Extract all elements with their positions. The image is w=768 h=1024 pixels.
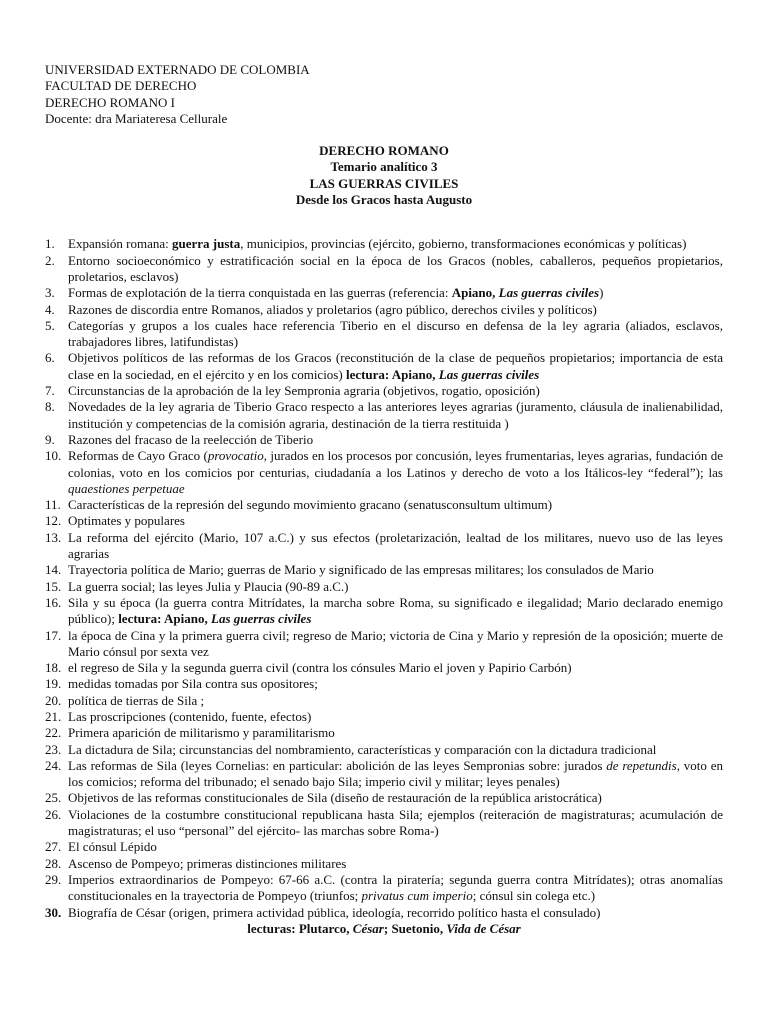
course-name: DERECHO ROMANO I [45,94,175,110]
topic-item [45,856,723,872]
readings-line [45,921,723,937]
bold-italic-text [499,285,599,300]
text-segment: , jurados en los procesos por concusión, leyes frumentarias, leyes agrarias, fundación de colonias, voto en los comicios por centurias, ciudadanía a los Latinos y derecho de voto a los Itálicos-ley “federal”); las [68,448,723,480]
topic-number: 12. [45,513,62,529]
text-segment: Formas de explotación de la tierra conquistada en las guerras (referencia: [68,285,452,301]
title-block [45,143,723,208]
topic-item [45,758,723,791]
text-segment: La guerra social; las leyes Julia y Plaucia (90-89 a.C.) [68,578,349,594]
topic-text [68,530,723,563]
topic-item [45,709,723,725]
topic-number: 16. [45,594,62,610]
university-name: UNIVERSIDAD EXTERNADO DE COLOMBIA [45,62,310,77]
italic-text: quaestiones perpetuae [68,480,185,496]
topic-item [45,693,723,709]
topic-item [45,676,723,692]
text-segment: La dictadura de Sila; circunstancias del nombramiento, características y comparación con la dictadura tradicional [68,741,657,757]
topic-item [45,579,723,595]
topic-number: 29. [45,871,62,887]
text-segment: Objetivos de las reformas constitucionales de Sila (diseño de restauración de la república aristocrática) [68,790,602,806]
text-segment: el regreso de Sila y la segunda guerra civil (contra los cónsules Mario el joven y Papirio Carbón) [68,660,572,676]
course-title: DERECHO ROMANO [319,143,449,159]
topic-text [68,693,723,709]
topic-number: 4. [45,301,55,317]
text-segment: Razones de discordia entre Romanos, aliados y proletarios (agro público, derechos civiles y políticos) [68,301,597,317]
topic-text [68,872,723,905]
topic-text [68,709,723,725]
reading-text: ; Suetonio, [383,920,447,936]
topic-item [45,350,723,383]
topic-item [45,807,723,840]
topic-text [68,383,723,399]
topic-item [45,448,723,497]
topic-item [45,236,723,252]
topic-text [68,676,723,692]
topic-number: 2. [45,252,55,268]
topic-subtitle: Desde los Gracos hasta Augusto [295,192,473,208]
topic-text [68,448,723,497]
text-segment: ) [599,285,604,301]
topic-number: 19. [45,676,62,692]
emphasis-text: Las guerras civiles [438,366,540,382]
topic-item [45,285,723,301]
topic-number: 20. [45,692,62,708]
text-segment: Objetivos políticos de las reformas de los Gracos (reconstitución de la clase de pequeños propietarios; importancia de esta clase en la sociedad, en el ejército y en los comicios) [68,350,723,382]
topic-item [45,432,723,448]
topic-text [68,839,723,855]
text-segment: Las reformas de Sila (leyes Cornelias: en particular: abolición de las leyes Sempronias sobre: jurados [68,757,607,773]
text-segment: Reformas de Cayo Graco ( [68,448,208,464]
topic-number: 22. [45,725,62,741]
instructor-name: Docente: dra Mariateresa Cellurale [45,110,228,126]
topic-item [45,253,723,286]
topic-text [68,399,723,432]
topic-number: 11. [45,497,61,513]
italic-text: provocatio [207,448,264,464]
italic-text: privatus cum imperio [361,888,473,904]
text-segment: política de tierras de Sila ; [68,692,205,708]
text-segment: Expansión romana: [68,236,172,252]
topic-number: 30. [45,904,62,920]
bold-text: lectura: Apiano, [345,366,439,382]
topic-text [68,758,723,791]
topic-text [68,725,723,741]
topic-number: 21. [45,708,62,724]
text-segment: Categorías y grupos a los cuales hace referencia Tiberio en el discurso en defensa de la ley agraria (aliados, esclavos, trabajadores libres, latifundistas) [68,317,723,350]
reading-text: lecturas: Plutarco, [247,920,353,936]
text-segment: Primera aparición de militarismo y paramilitarismo [68,725,335,741]
topic-number: 23. [45,741,62,757]
faculty-name: FACULTAD DE DERECHO [45,78,197,94]
topic-text [68,513,723,529]
topic-number: 7. [45,383,55,399]
text-segment: Entorno socioeconómico y estratificación social en la época de los Gracos (nobles, caballeros, pequeños propietarios, proletarios, esclavos) [68,252,723,284]
topic-text [68,905,723,921]
text-segment: Ascenso de Pompeyo; primeras distinciones militares [68,855,347,871]
topic-text [68,350,723,383]
text-segment: Las proscripciones (contenido, fuente, efectos) [68,708,312,724]
syllabus-label: Temario analítico 3 [330,159,438,175]
topic-item [45,562,723,578]
topic-item [45,660,723,676]
text-segment: El cónsul Lépido [68,839,157,855]
topic-number: 8. [45,399,55,415]
topic-text [68,562,723,578]
text-segment: medidas tomadas por Sila contra sus opositores; [68,676,318,692]
topic-number: 17. [45,627,62,643]
bold-text: Apiano, [451,285,499,301]
topic-item [45,628,723,661]
topic-number: 25. [45,790,62,806]
topic-number: 26. [45,806,62,822]
topic-item [45,872,723,905]
topic-text [68,302,723,318]
topic-number: 10. [45,448,62,464]
text-segment: Imperios extraordinarios de Pompeyo: 67-66 a.C. (contra la piratería; segunda guerra contra Mitrídates); otras anomalías constitucionales en la trayectoria de Pompeyo (triunfos; [68,871,723,904]
topic-list [45,236,723,920]
document-page [45,62,723,937]
topic-text [68,285,723,301]
topic-number: 9. [45,431,55,447]
topic-item [45,383,723,399]
topic-text [68,579,723,595]
text-segment: La reforma del ejército (Mario, 107 a.C.) y sus efectos (proletarización, lealtad de los militares, nuevo uso de las leyes agrarias [68,529,723,562]
topic-item [45,497,723,513]
topic-number: 5. [45,317,55,333]
text-segment: la época de Cina y la primera guerra civil; regreso de Mario; victoria de Cina y Mario y represión de la oposición; muerte de Mario cónsul por sexta vez [68,627,723,659]
topic-item [45,839,723,855]
topic-title: LAS GUERRAS CIVILES [309,175,459,191]
topic-item [45,318,723,351]
topic-text [68,253,723,286]
topic-item [45,302,723,318]
text-segment: ; cónsul sin colega etc.) [472,888,596,904]
topic-item [45,595,723,628]
topic-item [45,742,723,758]
topic-text [68,660,723,676]
topic-item [45,399,723,432]
topic-text [68,318,723,351]
text-segment: , municipios, provincias (ejército, gobierno, transformaciones económicas y políticas) [240,236,687,252]
reading-title: César [352,920,384,936]
topic-text [68,236,723,252]
italic-text: de repetundis [606,757,677,773]
text-segment: Optimates y populares [68,513,185,529]
topic-text [68,497,723,513]
topic-text [68,742,723,758]
bold-text: guerra justa [171,236,241,252]
topic-item [45,530,723,563]
text-segment: Trayectoria política de Mario; guerras de Mario y significado de las empresas militares; los consulados de Mario [68,562,654,578]
text-segment: Sila y su época (la guerra contra Mitrídates, la marcha sobre Roma, su significado e ilegalidad; Mario declarado enemigo público); [68,594,723,627]
topic-text [68,432,723,448]
topic-text [68,790,723,806]
text-segment: Novedades de la ley agraria de Tiberio Graco respecto a las anteriores leyes agrarias (juramento, cláusula de inalienabilidad, institución y competencias de la comisión agraria, destinación de la tierra restituida ) [68,399,723,431]
bold-text: lectura: Apiano, [118,611,211,627]
text-segment: Razones del fracaso de la reelección de Tiberio [68,431,314,447]
reading-title: Vida de César [446,920,521,936]
emphasis-text: Las guerras civiles [211,611,312,627]
topic-number: 28. [45,855,62,871]
topic-item [45,513,723,529]
topic-number: 15. [45,578,62,594]
topic-number: 3. [45,285,55,301]
topic-number: 18. [45,660,62,676]
text-segment: Circunstancias de la aprobación de la ley Sempronia agraria (objetivos, rogatio, oposición) [68,383,540,399]
bold-italic-text [211,611,311,626]
topic-text [68,628,723,661]
topic-item [45,790,723,806]
topic-number: 24. [45,757,62,773]
topic-text [68,856,723,872]
text-segment: Violaciones de la costumbre constitucional republicana hasta Sila; ejemplos (reiteración de magistraturas; acumulación de magistraturas; el uso “personal” del ejército- las marchas sobre Roma-) [68,806,723,839]
topic-number: 6. [45,350,55,366]
text-segment: , voto en los comicios; reforma del tribunado; el senado bajo Sila; imperio civil y militar; leyes penales) [68,757,723,790]
topic-number: 27. [45,839,62,855]
topic-text [68,807,723,840]
topic-item [45,725,723,741]
topic-number: 14. [45,562,62,578]
header-block [45,62,723,127]
topic-item [45,905,723,921]
topic-number: 13. [45,529,62,545]
emphasis-text: Las guerras civiles [498,285,600,301]
text-segment: Características de la represión del segundo movimiento gracano (senatusconsultum ultimum) [68,497,553,513]
topic-number: 1. [45,236,55,252]
topic-text [68,595,723,628]
bold-italic-text [439,367,539,382]
text-segment: Biografía de César (origen, primera actividad pública, ideología, recorrido político hasta el consulado) [68,904,601,920]
